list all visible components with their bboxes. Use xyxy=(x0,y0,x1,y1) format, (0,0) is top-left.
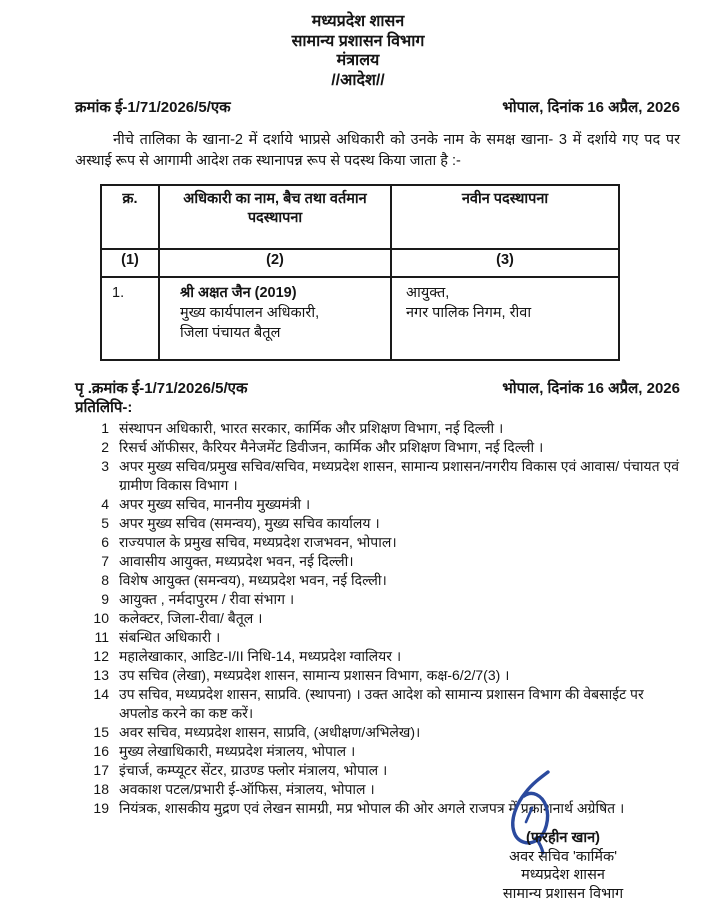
list-item-text: नियंत्रक, शासकीय मुद्रण एवं लेखन सामग्री, मप्र भोपाल की ओर अगले राजपत्र में प्रकाशनार्थ अग्रेषित । xyxy=(119,800,625,816)
posting-table xyxy=(100,184,620,361)
list-item xyxy=(75,533,680,552)
list-item xyxy=(75,457,680,495)
row-posting-cell xyxy=(391,277,619,360)
endorsement-number: पृ .क्रमांक ई-1/71/2026/5/एक xyxy=(75,380,248,397)
list-item-text: अपर मुख्य सचिव (समन्वय), मुख्य सचिव कार्यालय । xyxy=(119,515,380,531)
table-row xyxy=(101,277,619,360)
header-order-title: //आदेश// xyxy=(331,71,385,89)
list-item-text: अवर सचिव, मध्यप्रदेश शासन, साप्रवि, (अधीक्षण/अभिलेख)। xyxy=(119,724,421,740)
list-item-text: मुख्य लेखाधिकारी, मध्यप्रदेश मंत्रालय, भोपाल । xyxy=(119,743,356,759)
list-item xyxy=(75,419,680,438)
header-officer: अधिकारी का नाम, बैच तथा वर्तमान पदस्थापना xyxy=(159,185,391,249)
list-item-number: 16 xyxy=(93,743,109,759)
list-item xyxy=(75,647,680,666)
list-item-number: 7 xyxy=(101,553,109,569)
list-item-number: 6 xyxy=(101,534,109,550)
list-item-number: 17 xyxy=(93,762,109,778)
list-item xyxy=(75,495,680,514)
copies-list xyxy=(75,419,680,818)
document-header xyxy=(0,0,716,90)
list-item-text: संस्थापन अधिकारी, भारत सरकार, कार्मिक और प्रशिक्षण विभाग, नई दिल्ली । xyxy=(119,420,504,436)
list-item-text: राज्यपाल के प्रमुख सचिव, मध्यप्रदेश राजभवन, भोपाल। xyxy=(119,534,397,550)
place-date: भोपाल, दिनांक 16 अप्रैल, 2026 xyxy=(502,99,680,116)
list-item-text: संबन्धित अधिकारी । xyxy=(119,629,221,645)
list-item-text: उप सचिव, मध्यप्रदेश शासन, साप्रवि. (स्थापना) । उक्त आदेश को सामान्य प्रशासन विभाग की वेबसाईट पर अपलोड करने का कष्ट करें। xyxy=(119,686,644,721)
list-item xyxy=(75,438,680,457)
list-item xyxy=(75,590,680,609)
row-sno: 1. xyxy=(101,277,159,360)
list-item-number: 10 xyxy=(93,610,109,626)
list-item-number: 11 xyxy=(94,629,109,645)
list-item xyxy=(75,514,680,533)
list-item xyxy=(75,761,680,780)
signatory-org: मध्यप्रदेश शासन xyxy=(521,867,605,883)
reference-number: क्रमांक ई-1/71/2026/5/एक xyxy=(75,99,231,116)
copies-label: प्रतिलिपि-: xyxy=(75,399,133,416)
list-item xyxy=(75,552,680,571)
header-department: सामान्य प्रशासन विभाग xyxy=(291,32,425,50)
posting-line: नगर पालिक निगम, रीवा xyxy=(406,305,532,321)
list-item-number: 4 xyxy=(101,496,109,512)
signatory-designation: अवर सचिव 'कार्मिक' xyxy=(509,848,617,865)
list-item-number: 9 xyxy=(101,591,109,607)
signatory-department: सामान्य प्रशासन विभाग xyxy=(502,885,624,902)
header-government: मध्यप्रदेश शासन xyxy=(311,13,405,30)
list-item-number: 15 xyxy=(93,724,109,740)
document-body xyxy=(0,97,716,818)
reference-line xyxy=(75,97,680,117)
list-item-number: 12 xyxy=(93,648,109,664)
list-item xyxy=(75,799,680,818)
list-item-text: अपर मुख्य सचिव/प्रमुख सचिव/सचिव, मध्यप्रदेश शासन, सामान्य प्रशासन/नगरीय विकास एवं आवास/ पंचायत एवं ग्रामीण विकास विभाग । xyxy=(119,458,680,493)
list-item-text: इंचार्ज, कम्प्यूटर सेंटर, ग्राउण्ड फ्लोर मंत्रालय, भोपाल । xyxy=(119,762,388,778)
list-item-text: कलेक्टर, जिला-रीवा/ बैतूल । xyxy=(119,610,263,626)
list-item-text: रिसर्च ऑफीसर, कैरियर मैनेजमेंट डिवीजन, कार्मिक और प्रशिक्षण विभाग, नई दिल्ली । xyxy=(119,439,544,455)
header-sno: क्र. xyxy=(101,185,159,249)
list-item xyxy=(75,742,680,761)
list-item-number: 14 xyxy=(93,686,109,702)
column-number-2: (2) xyxy=(159,249,391,277)
endorsement-place-date: भोपाल, दिनांक 16 अप्रैल, 2026 xyxy=(502,380,680,397)
signatory-name: (फरहीन खान) xyxy=(526,830,600,846)
list-item-text: विशेष आयुक्त (समन्वय), मध्यप्रदेश भवन, नई दिल्ली। xyxy=(119,572,387,588)
row-officer-cell xyxy=(159,277,391,360)
list-item-number: 13 xyxy=(93,667,109,683)
list-item xyxy=(75,666,680,685)
table-header-row xyxy=(101,185,619,249)
list-item xyxy=(75,628,680,647)
posting-line: आयुक्त, xyxy=(406,285,450,301)
list-item-number: 18 xyxy=(93,781,109,797)
order-paragraph: नीचे तालिका के खाना-2 में दर्शाये भाप्रसे अधिकारी को उनके नाम के समक्ष खाना- 3 में दर्शाये गए पद पर अस्थाई रूप से आगामी आदेश तक स्थानापन्न रूप से पदस्थ किया जाता है :- xyxy=(75,132,680,169)
officer-detail-line: जिला पंचायत बैतूल xyxy=(180,325,281,341)
header-posting: नवीन पदस्थापना xyxy=(391,185,619,249)
list-item-number: 5 xyxy=(101,515,109,531)
officer-detail-line: मुख्य कार्यपालन अधिकारी, xyxy=(180,305,320,321)
list-item-text: उप सचिव (लेखा), मध्यप्रदेश शासन, सामान्य प्रशासन विभाग, कक्ष-6/2/7(3) । xyxy=(119,667,510,683)
list-item xyxy=(75,685,680,723)
column-number-1: (1) xyxy=(101,249,159,277)
list-item-number: 8 xyxy=(101,572,109,588)
officer-name: श्री अक्षत जैन (2019) xyxy=(180,285,297,301)
column-number-3: (3) xyxy=(391,249,619,277)
list-item-text: अवकाश पटल/प्रभारी ई-ऑफिस, मंत्रालय, भोपाल । xyxy=(119,781,375,797)
list-item-text: महालेखाकार, आडिट-I/II निधि-14, मध्यप्रदेश ग्वालियर । xyxy=(119,648,402,664)
list-item-text: अपर मुख्य सचिव, माननीय मुख्यमंत्री । xyxy=(119,496,311,512)
table-column-number-row xyxy=(101,249,619,277)
list-item-number: 2 xyxy=(101,439,109,455)
list-item xyxy=(75,780,680,799)
list-item-text: आयुक्त , नर्मदापुरम / रीवा संभाग । xyxy=(119,591,295,607)
header-office: मंत्रालय xyxy=(336,52,380,69)
list-item xyxy=(75,609,680,628)
list-item xyxy=(75,723,680,742)
list-item-number: 3 xyxy=(101,458,109,474)
list-item-text: आवासीय आयुक्त, मध्यप्रदेश भवन, नई दिल्ली। xyxy=(119,553,354,569)
signature-block xyxy=(448,829,678,903)
list-item-number: 19 xyxy=(93,800,109,816)
list-item xyxy=(75,571,680,590)
endorsement-line xyxy=(75,378,680,398)
list-item-number: 1 xyxy=(101,420,109,436)
